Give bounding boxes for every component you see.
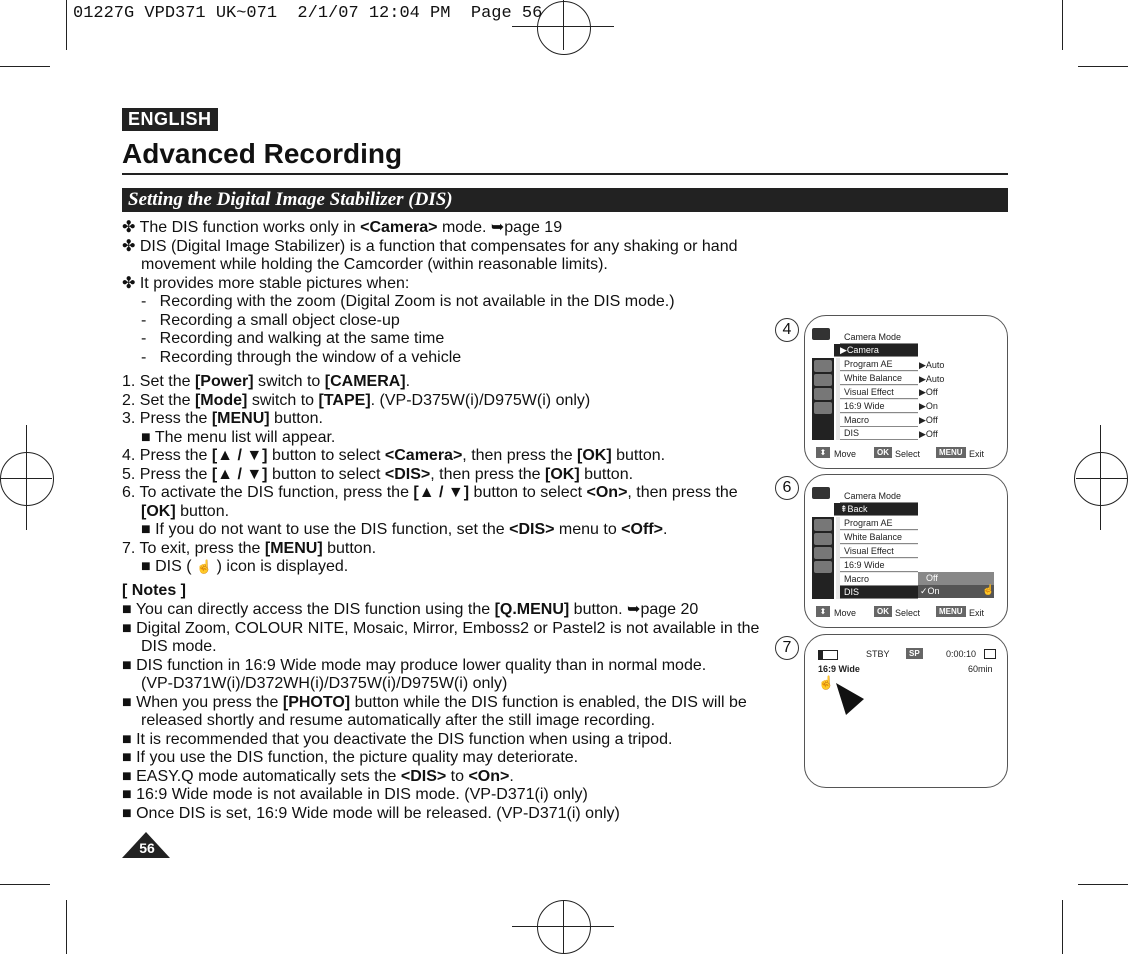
option-on[interactable]: ✓On <box>918 585 994 598</box>
menu-header: Camera Mode <box>840 490 918 503</box>
menu-item[interactable]: White Balance <box>840 531 918 544</box>
step-1: 1. Set the [Power] switch to [CAMERA]. <box>122 373 411 390</box>
when-item: - Recording through the window of a vehicle <box>141 348 462 366</box>
menu-item[interactable]: Visual Effect <box>840 545 918 558</box>
note-cont: DIS mode. <box>141 638 217 655</box>
menu-value: ▶Off <box>919 429 938 439</box>
white-balance-icon <box>814 374 832 386</box>
menu-value: ▶Off <box>919 415 938 425</box>
dis-hand-icon: ☝ <box>818 675 835 690</box>
intro-line-3: movement while holding the Camcorder (within reasonable limits). <box>141 256 608 273</box>
visual-effect-icon <box>814 547 832 559</box>
exit-label: Exit <box>969 608 985 618</box>
language-tab: ENGLISH <box>122 108 218 131</box>
step-4-badge: 4 <box>775 318 799 342</box>
menu-back[interactable]: ⇞Back <box>834 503 918 516</box>
notes-heading: [ Notes ] <box>122 582 186 599</box>
menu-item[interactable]: 16:9 Wide <box>840 400 918 413</box>
step-7: 7. To exit, press the [MENU] button. <box>122 539 377 557</box>
title-rule <box>122 173 1008 175</box>
move-label: Move <box>834 608 857 618</box>
battery-icon <box>818 650 838 660</box>
when-item: - Recording a small object close-up <box>141 311 400 329</box>
menu-item[interactable]: Macro <box>840 414 918 427</box>
camera-mode-icon <box>812 328 830 340</box>
menu-header: Camera Mode <box>840 331 918 344</box>
note: ■ Digital Zoom, COLOUR NITE, Mosaic, Mirror, Emboss2 or Pastel2 is not available in the <box>122 619 760 637</box>
menu-value: ▶Auto <box>919 360 945 370</box>
note: ■ 16:9 Wide mode is not available in DIS mode. (VP-D371(i) only) <box>122 786 588 803</box>
remaining-label: 60min <box>968 664 993 674</box>
menu-item[interactable]: White Balance <box>840 372 918 385</box>
camera-mode-icon <box>812 487 830 499</box>
note: ■ It is recommended that you deactivate the DIS function when using a tripod. <box>122 730 673 748</box>
program-ae-icon <box>814 360 832 372</box>
intro-line-1: ✤ The DIS function works only in <Camera> mode. ➥page 19 <box>122 219 563 236</box>
printer-header: 01227G VPD371 UK~071 2/1/07 12:04 PM Page 56 <box>73 4 543 23</box>
page-number: 56 <box>139 840 155 856</box>
menu-item[interactable]: Macro <box>840 573 918 586</box>
updown-icon: ⬍ <box>816 606 830 617</box>
note: ■ DIS function in 16:9 Wide mode may produce lower quality than in normal mode. <box>122 656 707 674</box>
time-counter: 0:00:10 <box>946 649 977 659</box>
sp-badge: SP <box>906 648 923 659</box>
visual-effect-icon <box>814 388 832 400</box>
step-7-badge: 7 <box>775 636 799 660</box>
section-title: Setting the Digital Image Stabilizer (DIS) <box>122 188 1008 212</box>
page-title: Advanced Recording <box>122 138 403 169</box>
menu-item[interactable]: Program AE <box>840 517 918 530</box>
select-label: Select <box>895 608 921 618</box>
menu-icon: MENU <box>936 447 966 458</box>
tape-icon <box>984 649 996 659</box>
screen-6-content <box>812 485 1002 625</box>
settings-icon <box>814 402 832 414</box>
menu-value: ▶Auto <box>919 374 945 384</box>
when-item: - Recording with the zoom (Digital Zoom is not available in the DIS mode.) <box>141 293 675 310</box>
step-6: 6. To activate the DIS function, press the [▲ / ▼] button to select <On>, then press the <box>122 484 738 501</box>
screen-7-content <box>812 645 1002 785</box>
note: ■ If you use the DIS function, the picture quality may deteriorate. <box>122 749 579 766</box>
ok-icon: OK <box>874 447 892 458</box>
note: ■ EASY.Q mode automatically sets the <DIS> to <On>. <box>122 767 514 785</box>
menu-value: ▶On <box>919 401 938 411</box>
step-3: 3. Press the [MENU] button. <box>122 410 323 427</box>
menu-item[interactable]: Program AE <box>840 358 918 371</box>
menu-value: ▶Off <box>919 387 938 397</box>
step-7-note: ■ DIS ( ☝ ) icon is displayed. <box>141 558 349 575</box>
menu-icon: MENU <box>936 606 966 617</box>
menu-item-dis[interactable]: DIS <box>840 586 918 599</box>
option-off[interactable]: Off <box>918 572 994 585</box>
menu-item[interactable]: DIS <box>840 427 918 440</box>
note: ■ You can directly access the DIS function using the [Q.MENU] button. ➥page 20 <box>122 601 699 618</box>
when-item: - Recording and walking at the same time <box>141 330 445 347</box>
intro-line-2: ✤ DIS (Digital Image Stabilizer) is a function that compensates for any shaking or hand <box>122 237 738 255</box>
note-cont: (VP-D371W(i)/D372WH(i)/D375W(i)/D975W(i) only) <box>141 675 508 692</box>
menu-item[interactable]: 16:9 Wide <box>840 559 918 572</box>
step-6-badge: 6 <box>775 476 799 500</box>
ok-icon: OK <box>874 606 892 617</box>
dis-hand-icon: ☝ <box>982 585 995 596</box>
exit-label: Exit <box>969 449 985 459</box>
updown-icon: ⬍ <box>816 447 830 458</box>
step-6-cont: [OK] button. <box>141 502 230 520</box>
note: ■ Once DIS is set, 16:9 Wide mode will be released. (VP-D371(i) only) <box>122 804 620 822</box>
pointer-arrow-icon <box>836 683 866 717</box>
move-label: Move <box>834 449 857 459</box>
menu-item[interactable]: Visual Effect <box>840 386 918 399</box>
menu-selected: ▶Camera <box>834 344 918 357</box>
intro-line-4: ✤ It provides more stable pictures when: <box>122 274 410 292</box>
note: ■ When you press the [PHOTO] button while the DIS function is enabled, the DIS will be <box>122 693 747 711</box>
step-2: 2. Set the [Mode] switch to [TAPE]. (VP-D375W(i)/D975W(i) only) <box>122 391 591 409</box>
step-3-note: ■ The menu list will appear. <box>141 428 336 446</box>
white-balance-icon <box>814 533 832 545</box>
step-5: 5. Press the [▲ / ▼] button to select <DIS>, then press the [OK] button. <box>122 465 634 483</box>
program-ae-icon <box>814 519 832 531</box>
wide-label: 16:9 Wide <box>818 664 860 674</box>
settings-icon <box>814 561 832 573</box>
screen-4-content <box>812 326 1002 466</box>
standby-label: STBY <box>866 649 890 659</box>
dis-hand-icon: ☝ <box>196 559 213 574</box>
step-4: 4. Press the [▲ / ▼] button to select <Camera>, then press the [OK] button. <box>122 447 666 464</box>
note-cont: released shortly and resume automatically after the still image recording. <box>141 712 656 729</box>
select-label: Select <box>895 449 921 459</box>
step-6-note: ■ If you do not want to use the DIS function, set the <DIS> menu to <Off>. <box>141 521 668 538</box>
